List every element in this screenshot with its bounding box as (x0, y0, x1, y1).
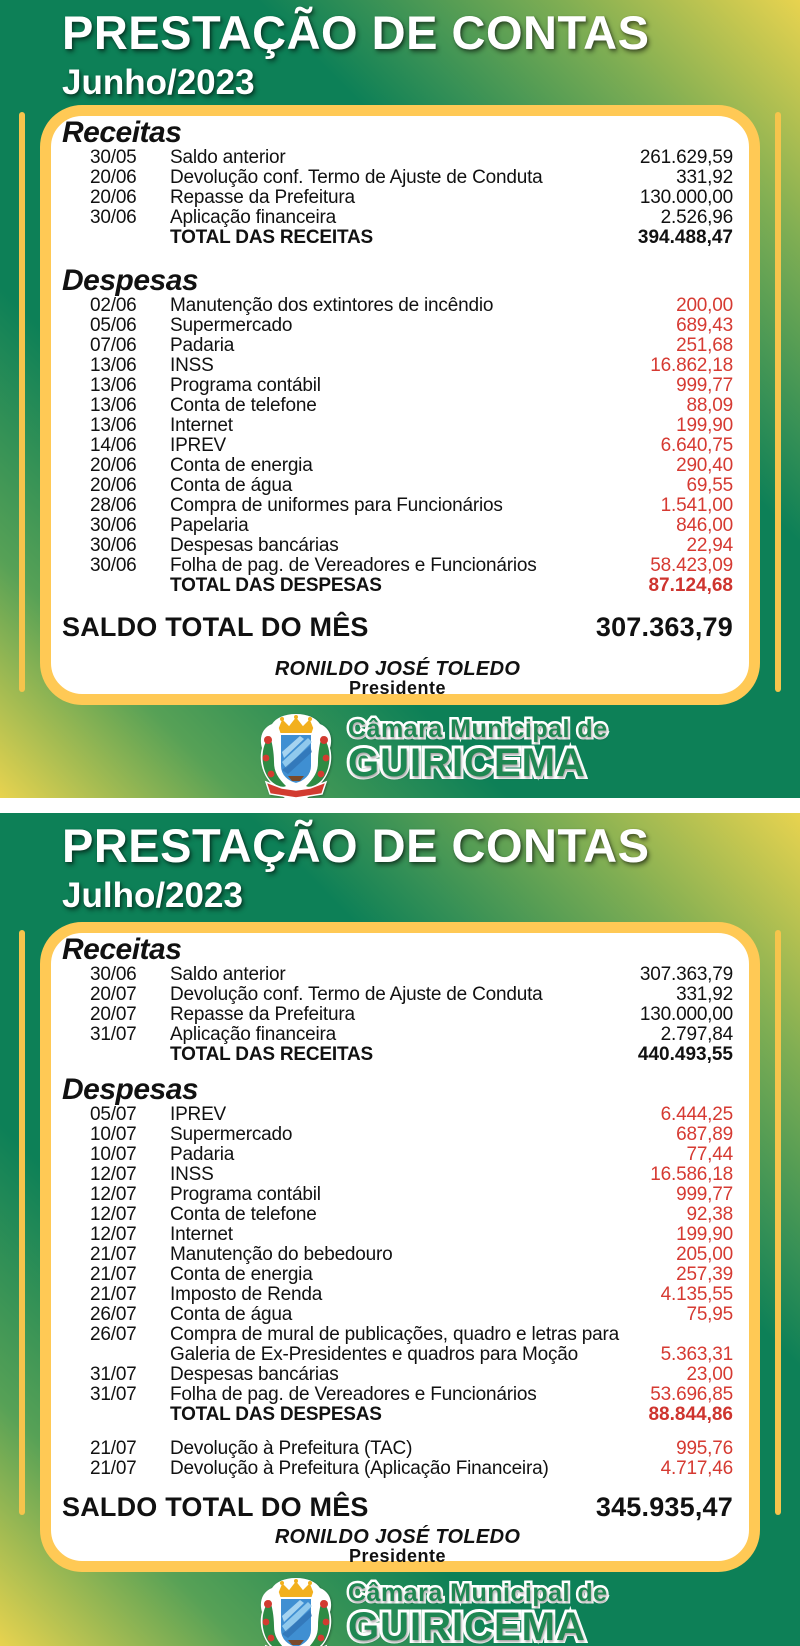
row-date: 21/07 (90, 1438, 137, 1459)
row-date: 20/07 (90, 984, 137, 1005)
row-value: 4.135,55 (660, 1284, 733, 1305)
row-value: 687,89 (676, 1124, 733, 1145)
statement-card (40, 105, 760, 705)
row-description-line1: Folha de pag. de Vereadores e Funcionários (170, 555, 537, 576)
row-description-line1: Conta de água (170, 1304, 293, 1325)
row-value: 4.717,46 (660, 1458, 733, 1479)
total-value: 88.844,86 (648, 1404, 733, 1425)
row-description (170, 1225, 676, 1245)
row-date: 21/07 (90, 1458, 137, 1479)
row-description-line1: Conta de telefone (170, 1204, 317, 1225)
row-date: 20/06 (90, 167, 137, 188)
row-description-line1: IPREV (170, 435, 227, 456)
row-value: 999,77 (676, 1184, 733, 1205)
row-date: 31/07 (90, 1024, 137, 1045)
row-description-line1: Padaria (170, 1144, 235, 1165)
despesas-total-row (62, 1405, 733, 1425)
table-row (62, 296, 733, 316)
devolucoes-table (62, 1439, 733, 1479)
row-date: 21/07 (90, 1264, 137, 1285)
signature-block (62, 1527, 733, 1565)
row-value: 199,90 (676, 1224, 733, 1245)
table-row (62, 148, 733, 168)
table-row (62, 316, 733, 336)
table-row (62, 985, 733, 1005)
table-row (62, 1185, 733, 1205)
page-separator (0, 798, 800, 813)
page-subtitle-month: Junho/2023 (62, 63, 255, 103)
row-value: 53.696,85 (650, 1384, 733, 1405)
row-description-line1: Compra de uniformes para Funcionários (170, 495, 503, 516)
row-value: 88,09 (686, 395, 733, 416)
signature-name: RONILDO JOSÉ TOLEDO (274, 658, 521, 680)
table-row (62, 965, 733, 985)
row-description-line1: Saldo anterior (170, 147, 286, 168)
row-date: 13/06 (90, 415, 137, 436)
receitas-table (62, 965, 733, 1045)
row-description-line1: Compra de mural de publicações, quadro e letras para (170, 1324, 620, 1345)
organization-name: Câmara Municipal de (348, 715, 608, 743)
row-value: 257,39 (676, 1264, 733, 1285)
row-date: 12/07 (90, 1224, 137, 1245)
row-description-line1: Conta de telefone (170, 395, 317, 416)
row-description (170, 1025, 661, 1045)
total-label: TOTAL DAS DESPESAS (170, 575, 382, 596)
saldo-row (62, 1493, 733, 1521)
saldo-value: 307.363,79 (595, 612, 733, 642)
decorative-stripe-left (19, 930, 25, 1515)
report-page-junho (0, 0, 800, 798)
row-description (170, 296, 676, 316)
row-value: 6.640,75 (660, 435, 733, 456)
table-row (62, 1439, 733, 1459)
saldo-value: 345.935,47 (595, 1492, 733, 1522)
table-row (62, 1025, 733, 1045)
receitas-total-row (62, 228, 733, 248)
table-row (62, 208, 733, 228)
row-description (170, 316, 676, 336)
row-date: 30/06 (90, 555, 137, 576)
table-row (62, 516, 733, 536)
table-row (62, 1305, 733, 1325)
row-value: 23,00 (686, 1364, 733, 1385)
row-date: 26/07 (90, 1324, 137, 1345)
row-date: 20/07 (90, 1004, 137, 1025)
row-description-line1: IPREV (170, 1104, 227, 1125)
municipal-coat-of-arms-icon (258, 1576, 334, 1646)
city-name: GUIRICEMA (348, 741, 586, 785)
row-value: 846,00 (676, 515, 733, 536)
row-value: 251,68 (676, 335, 733, 356)
row-value: 331,92 (676, 167, 733, 188)
table-row (62, 188, 733, 208)
row-date: 30/06 (90, 515, 137, 536)
table-row (62, 1265, 733, 1285)
despesas-table (62, 1105, 733, 1405)
row-description-line1: Repasse da Prefeitura (170, 1004, 355, 1025)
signature-block (62, 659, 733, 697)
row-value: 16.586,18 (650, 1164, 733, 1185)
table-row (62, 456, 733, 476)
row-description (170, 376, 676, 396)
row-description-line1: Imposto de Renda (170, 1284, 323, 1305)
row-description (170, 436, 661, 456)
row-description-line1: Programa contábil (170, 375, 321, 396)
row-description (170, 496, 661, 516)
signature-role: Presidente (348, 678, 447, 698)
row-date: 07/06 (90, 335, 137, 356)
saldo-label: SALDO TOTAL DO MÊS (62, 612, 369, 642)
table-row (62, 496, 733, 516)
row-value: 999,77 (676, 375, 733, 396)
footer-logo (0, 712, 800, 798)
row-date: 13/06 (90, 375, 137, 396)
row-description (170, 336, 676, 356)
table-row (62, 396, 733, 416)
row-value: 16.862,18 (650, 355, 733, 376)
total-label: TOTAL DAS DESPESAS (170, 1404, 382, 1425)
total-label: TOTAL DAS RECEITAS (170, 1044, 373, 1065)
row-description-line1: Internet (170, 1224, 233, 1245)
table-row (62, 1205, 733, 1225)
row-description-line1: INSS (170, 355, 214, 376)
total-value: 440.493,55 (637, 1044, 733, 1065)
row-description (170, 536, 686, 556)
table-row (62, 476, 733, 496)
row-description-line1: Despesas bancárias (170, 535, 339, 556)
row-date: 21/07 (90, 1284, 137, 1305)
row-value: 5.363,31 (660, 1344, 733, 1365)
row-value: 22,94 (686, 535, 733, 556)
row-description (170, 1145, 686, 1165)
row-value: 995,76 (676, 1438, 733, 1459)
receitas-total-row (62, 1045, 733, 1065)
table-row (62, 1165, 733, 1185)
row-description-line1: Conta de energia (170, 455, 313, 476)
row-description-line1: INSS (170, 1164, 214, 1185)
row-description (170, 208, 661, 228)
table-row (62, 376, 733, 396)
row-date: 10/07 (90, 1144, 137, 1165)
row-description-line1: Aplicação financeira (170, 207, 337, 228)
table-row (62, 1145, 733, 1165)
row-date: 20/06 (90, 455, 137, 476)
row-value: 92,38 (686, 1204, 733, 1225)
row-description (170, 1105, 661, 1125)
receitas-table (62, 148, 733, 228)
row-value: 75,95 (686, 1304, 733, 1325)
page-title: PRESTAÇÃO DE CONTAS (62, 819, 650, 872)
saldo-label: SALDO TOTAL DO MÊS (62, 1492, 369, 1522)
table-row (62, 436, 733, 456)
row-description (170, 1305, 686, 1325)
row-date: 12/07 (90, 1204, 137, 1225)
row-date: 13/06 (90, 355, 137, 376)
row-value: 69,55 (686, 475, 733, 496)
row-description-line1: Programa contábil (170, 1184, 321, 1205)
row-date: 28/06 (90, 495, 137, 516)
footer-logo-text (348, 1576, 608, 1646)
row-description (170, 1265, 676, 1285)
receitas-heading: Receitas (62, 116, 182, 149)
row-date: 26/07 (90, 1304, 137, 1325)
row-value: 307.363,79 (639, 964, 733, 985)
row-description-line1: Folha de pag. de Vereadores e Funcionários (170, 1384, 537, 1405)
row-date: 30/06 (90, 207, 137, 228)
row-description (170, 1365, 686, 1385)
row-value: 331,92 (676, 984, 733, 1005)
row-date: 31/07 (90, 1364, 137, 1385)
row-description (170, 188, 640, 208)
report-page-julho (0, 813, 800, 1646)
row-date: 30/05 (90, 147, 137, 168)
row-description-line2: Galeria de Ex-Presidentes e quadros para Moção (170, 1344, 578, 1365)
row-date: 30/06 (90, 964, 137, 985)
row-description (170, 965, 640, 985)
row-value: 200,00 (676, 295, 733, 316)
saldo-row (62, 613, 733, 641)
table-row (62, 1385, 733, 1405)
statement-card (40, 922, 760, 1572)
row-description (170, 1325, 661, 1365)
row-value: 77,44 (686, 1144, 733, 1165)
row-date: 21/07 (90, 1244, 137, 1265)
table-row (62, 1105, 733, 1125)
row-date: 05/06 (90, 315, 137, 336)
total-label: TOTAL DAS RECEITAS (170, 227, 373, 248)
row-value: 2.526,96 (660, 207, 733, 228)
row-description (170, 396, 686, 416)
row-value: 58.423,09 (650, 555, 733, 576)
row-value: 261.629,59 (639, 147, 733, 168)
row-description-line1: Devolução à Prefeitura (TAC) (170, 1438, 413, 1459)
row-description-line1: Aplicação financeira (170, 1024, 337, 1045)
row-value: 1.541,00 (660, 495, 733, 516)
row-value: 199,90 (676, 415, 733, 436)
table-row (62, 1325, 733, 1365)
row-description (170, 356, 650, 376)
row-description (170, 1165, 650, 1185)
organization-name: Câmara Municipal de (348, 1579, 608, 1607)
table-row (62, 356, 733, 376)
decorative-stripe-left (19, 112, 25, 692)
decorative-stripe-right (775, 930, 781, 1515)
row-date: 12/07 (90, 1164, 137, 1185)
total-value: 394.488,47 (637, 227, 733, 248)
row-description-line1: Repasse da Prefeitura (170, 187, 355, 208)
row-description (170, 416, 676, 436)
row-description (170, 1245, 676, 1265)
table-row (62, 1245, 733, 1265)
table-row (62, 336, 733, 356)
table-row (62, 1125, 733, 1145)
row-date: 12/07 (90, 1184, 137, 1205)
despesas-total-row (62, 576, 733, 596)
row-description (170, 1125, 676, 1145)
row-description-line1: Devolução à Prefeitura (Aplicação Financeira) (170, 1458, 549, 1479)
row-date: 14/06 (90, 435, 137, 456)
row-description (170, 168, 676, 188)
footer-logo (0, 1576, 800, 1646)
row-description-line1: Papelaria (170, 515, 249, 536)
row-description (170, 1385, 650, 1405)
table-row (62, 556, 733, 576)
row-description-line1: Internet (170, 415, 233, 436)
page-subtitle-month: Julho/2023 (62, 876, 243, 916)
row-description (170, 556, 650, 576)
row-description-line1: Supermercado (170, 315, 293, 336)
table-row (62, 1285, 733, 1305)
row-value: 205,00 (676, 1244, 733, 1265)
table-row (62, 1225, 733, 1245)
row-description-line1: Devolução conf. Termo de Ajuste de Conduta (170, 984, 543, 1005)
despesas-total-wrap (62, 576, 733, 596)
signature-name: RONILDO JOSÉ TOLEDO (274, 1526, 521, 1548)
row-description (170, 1439, 676, 1459)
row-value: 689,43 (676, 315, 733, 336)
page-header (62, 8, 649, 103)
row-date: 02/06 (90, 295, 137, 316)
row-description (170, 1185, 676, 1205)
total-value: 87.124,68 (648, 575, 733, 596)
row-description-line1: Supermercado (170, 1124, 293, 1145)
row-date: 20/06 (90, 187, 137, 208)
footer-logo-text (348, 712, 608, 783)
signature-role: Presidente (348, 1546, 447, 1566)
despesas-total-wrap (62, 1405, 733, 1425)
row-value: 6.444,25 (660, 1104, 733, 1125)
table-row (62, 1459, 733, 1479)
row-description (170, 1459, 661, 1479)
row-description (170, 1005, 640, 1025)
table-row (62, 1005, 733, 1025)
row-date: 30/06 (90, 535, 137, 556)
row-description (170, 1285, 661, 1305)
row-description (170, 456, 676, 476)
table-row (62, 168, 733, 188)
row-value: 2.797,84 (660, 1024, 733, 1045)
row-value: 130.000,00 (639, 187, 733, 208)
row-description (170, 516, 676, 536)
row-description-line1: Padaria (170, 335, 235, 356)
row-description-line1: Conta de energia (170, 1264, 313, 1285)
row-value: 290,40 (676, 455, 733, 476)
table-row (62, 1365, 733, 1385)
row-value: 130.000,00 (639, 1004, 733, 1025)
row-description (170, 476, 686, 496)
row-date: 31/07 (90, 1384, 137, 1405)
receitas-heading: Receitas (62, 933, 182, 966)
row-date: 05/07 (90, 1104, 137, 1125)
row-date: 13/06 (90, 395, 137, 416)
row-description (170, 985, 676, 1005)
row-description-line1: Despesas bancárias (170, 1364, 339, 1385)
municipal-coat-of-arms-icon (258, 712, 334, 798)
row-date: 10/07 (90, 1124, 137, 1145)
row-description (170, 1205, 686, 1225)
page-header (62, 821, 649, 916)
row-description-line1: Manutenção dos extintores de incêndio (170, 295, 494, 316)
row-description-line1: Devolução conf. Termo de Ajuste de Conduta (170, 167, 543, 188)
despesas-table (62, 296, 733, 576)
table-row (62, 536, 733, 556)
table-row (62, 416, 733, 436)
despesas-heading: Despesas (62, 1073, 199, 1106)
row-date: 20/06 (90, 475, 137, 496)
page-title: PRESTAÇÃO DE CONTAS (62, 6, 650, 59)
despesas-heading: Despesas (62, 264, 199, 297)
row-description (170, 148, 640, 168)
row-description-line1: Saldo anterior (170, 964, 286, 985)
city-name: GUIRICEMA (348, 1605, 586, 1646)
row-description-line1: Manutenção do bebedouro (170, 1244, 393, 1265)
row-description-line1: Conta de água (170, 475, 293, 496)
decorative-stripe-right (775, 112, 781, 692)
